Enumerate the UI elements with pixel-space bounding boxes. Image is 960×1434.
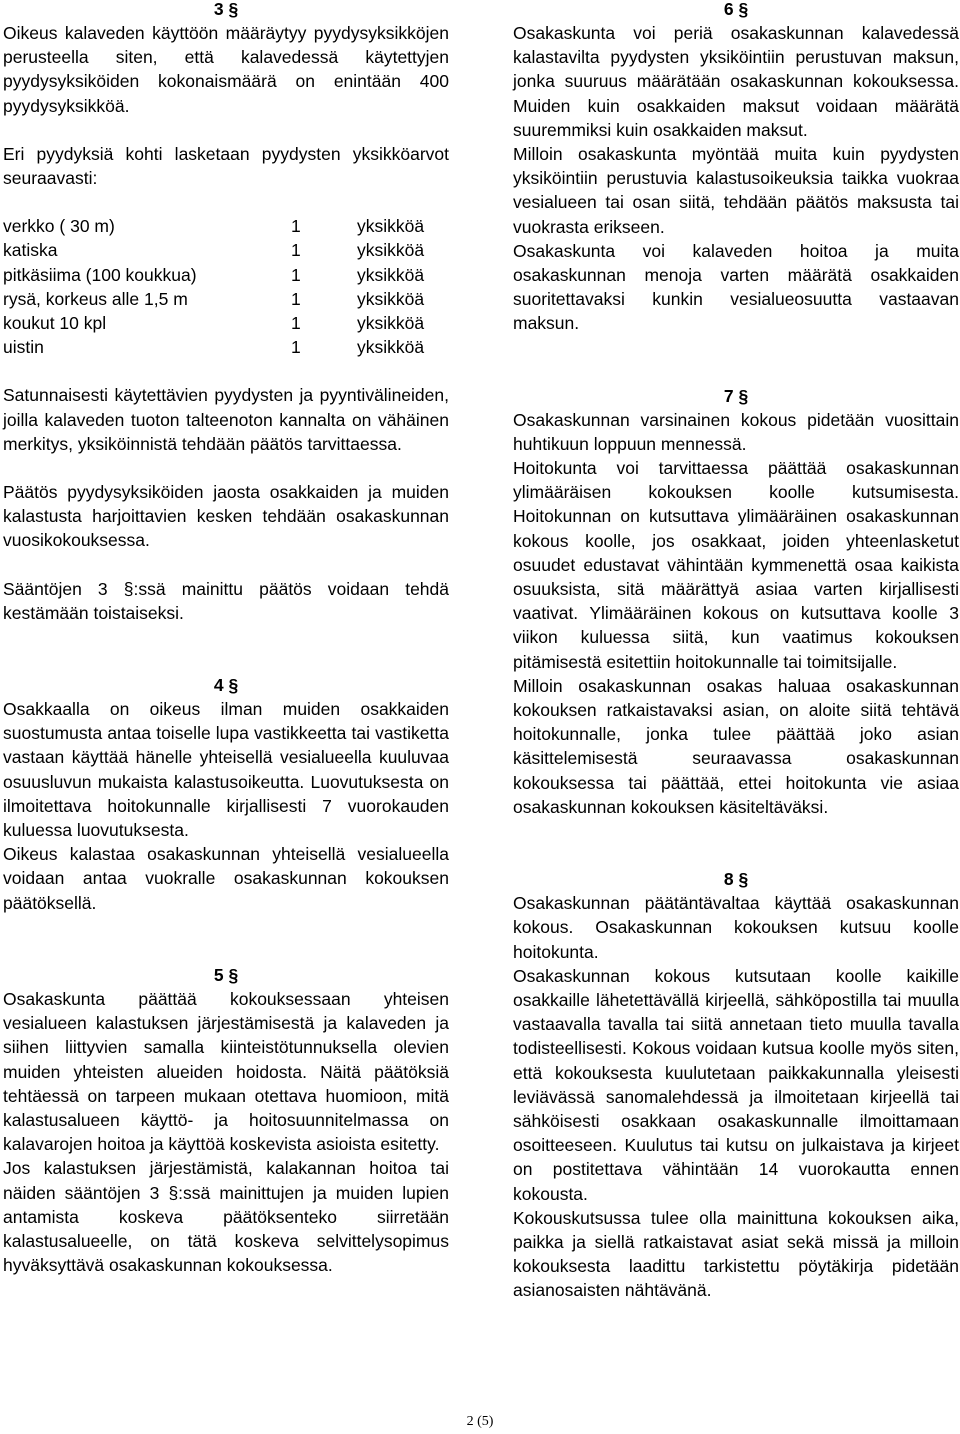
section-3-heading [3, 0, 449, 21]
section-6-paragraph: Milloin osakaskunta myöntää muita kuin pyydysten yksiköintiin perustuvia kalastusoikeuksia taikka vuokraa vesialueen tai osan siitä, tehdään päätös maksusta tai vuokrasta erikseen. [513, 144, 959, 237]
unit-row-unit: yksikköä [357, 288, 425, 309]
unit-row [3, 214, 424, 238]
unit-row-name: rysä, korkeus alle 1,5 m [3, 288, 188, 309]
section-number: 3 [213, 0, 224, 19]
unit-row-name: uistin [3, 337, 44, 358]
unit-row [3, 263, 424, 287]
section-sign: § [228, 964, 239, 985]
unit-row-name: koukut 10 kpl [3, 313, 107, 334]
unit-row [3, 238, 424, 262]
unit-row-qty: 1 [291, 337, 301, 358]
unit-row [3, 335, 424, 359]
left-column [3, 0, 449, 1277]
section-4-paragraph: Oikeus kalastaa osakaskunnan yhteisellä vesialueella voidaan antaa vuokralle osakaskunnan kokouksen päätöksellä. [3, 844, 449, 913]
unit-row-name: pitkäsiima (100 koukkua) [3, 264, 197, 285]
section-8-paragraph: Kokouskutsussa tulee olla mainittuna kokouksen aika, paikka ja siellä ratkaistavat asiat sekä missä ja milloin kokouksesta laadittu tarkistettu pöytäkirja pidetään asianosaisten nähtävänä. [513, 1207, 959, 1301]
section-number: 7 [723, 385, 734, 406]
section-sign: § [228, 675, 239, 696]
section-3-paragraph: Oikeus kalaveden käyttöön määräytyy pyydysyksikköjen perusteella siten, että kalavedessä käytettyjen pyydysyksiköiden kokonaismäärä on enintään 400 pyydysyksikköä. [3, 23, 449, 116]
section-7-paragraph: Osakaskunnan varsinainen kokous pidetään vuosittain huhtikuun loppuun mennessä. [513, 409, 959, 454]
section-sign: § [738, 0, 749, 19]
section-3-paragraph: Satunnaisesti käytettävien pyydysten ja pyyntivälineiden, joilla kalaveden tuoton talteenoton kannalta on vähäinen merkitys, yksiköinnistä tehdään päätös tarvittaessa. [3, 385, 449, 454]
section-7-paragraph: Hoitokunta voi tarvittaessa päättää osakaskunnan ylimääräisen kokouksen koolle kutsumisesta. Hoitokunnan on kutsuttava ylimääräinen osakaskunnan kokous koolle, jos osakkaat, joiden yhteenlasketut osuudet edustavat vähintään kymmenettä osaa kaikista osuuksista, sitä määrättyä asiaa varten kirjallisesti vaativat. Ylimääräinen kokous on kutsuttava koolle 3 viikon kuluessa siitä, kun vaatimus kokouksen pitämisestä esitettiin hoitokunnalle tai toimitsijalle. [513, 458, 959, 672]
unit-row-qty: 1 [291, 216, 301, 237]
section-3-paragraph: Sääntöjen 3 §:ssä mainittu päätös voidaan tehdä kestämään toistaiseksi. [3, 578, 449, 623]
section-number: 4 [213, 675, 224, 696]
section-6-paragraph: Osakaskunta voi kalaveden hoitoa ja muita osakaskunnan menoja varten määrätä osakkaiden suoritettavaksi kunkin vesialueosuutta vastaavan maksun. [513, 240, 959, 334]
unit-row-qty: 1 [291, 313, 301, 334]
section-6-heading [513, 0, 959, 21]
unit-row-name: katiska [3, 240, 58, 261]
unit-values-table [3, 214, 424, 359]
page-number: 2 (5) [466, 1414, 494, 1429]
section-8-paragraph: Osakaskunnan kokous kutsutaan koolle kaikille osakkaille lähetettävällä kirjeellä, sähköpostilla tai muulla vastaavalla tavalla tai siitä annetaan tieto muulla tavalla todisteellisesti. Kokous voidaan kutsua koolle myös siten, että kokouksesta kuulutetaan paikkakunnalla yleisesti leviävässä sanomalehdessä ja ilmoitetaan kirjeellä tai sähköisesti osakkaan osakaskunnalle ilmoittamaan osoitteeseen. Kuulutus tai kutsu on julkaistava ja kirjeet on postitettava vähintään 14 vuorokautta ennen kokousta. [513, 965, 959, 1204]
unit-row-qty: 1 [291, 240, 301, 261]
unit-row [3, 311, 424, 335]
section-4-paragraph: Osakkaalla on oikeus ilman muiden osakkaiden suostumusta antaa toiselle lupa vastikkeetta tai vastiketta vastaan käyttää hänelle yhteisellä vesialueella kuuluvaa osuusluvun mukaista kalastusoikeutta. Luovutuksesta on ilmoitettava hoitokunnalle kirjallisesti 7 vuorokauden kuluessa luovutuksesta. [3, 699, 449, 841]
section-8-heading [513, 867, 959, 891]
section-sign: § [738, 869, 749, 890]
section-4-heading [3, 673, 449, 697]
section-5-paragraph: Osakaskunta päättää kokouksessaan yhteisen vesialueen kalastuksen järjestämisestä ja kalaveden ja siihen liittyvien samalla kiinteistötunnuksella olevien muiden yhteisten alueiden hoidosta. Näitä päätöksiä tehtäessä on tarpeen mukaan otettava huomioon, mitä kalastusalueen käyttö- ja hoitosuunnitelmassa on kalavarojen hoitoa ja käyttöä koskevista asioista esitetty. [3, 988, 449, 1155]
right-column [513, 0, 959, 1303]
unit-row [3, 287, 424, 311]
section-7-heading [513, 384, 959, 408]
section-number: 8 [723, 869, 734, 890]
unit-row-qty: 1 [291, 288, 301, 309]
unit-row-unit: yksikköä [357, 313, 425, 334]
unit-row-qty: 1 [291, 264, 301, 285]
section-sign: § [738, 385, 749, 406]
unit-row-name: verkko ( 30 m) [3, 216, 115, 237]
unit-row-unit: yksikköä [357, 264, 425, 285]
section-7-paragraph: Milloin osakaskunnan osakas haluaa osakaskunnan kokouksen ratkaistavaksi asian, on aloite siitä tehtävä hoitokunnalle, jonka tulee päättää joko asian käsittelemisestä seuraavassa osakaskunnan kokouksessa tai päättää, ettei hoitokunta vie asiaa osakaskunnan kokouksen käsiteltäväksi. [513, 675, 959, 817]
section-3-paragraph: Eri pyydyksiä kohti lasketaan pyydysten yksikköarvot seuraavasti: [3, 143, 449, 189]
section-number: 6 [723, 0, 734, 19]
section-6-paragraph: Osakaskunta voi periä osakaskunnan kalavedessä kalastavilta pyydysten yksiköintiin perustuvan maksun, jonka suuruus määrätään osakaskunnan kokouksessa. Muiden kuin osakkaiden maksut voidaan määrätä suuremmiksi kuin osakkaiden maksut. [513, 23, 959, 140]
section-5-heading [3, 963, 449, 987]
section-sign: § [228, 0, 239, 19]
unit-row-unit: yksikköä [357, 216, 425, 237]
section-number: 5 [213, 964, 224, 985]
section-5-paragraph: Jos kalastuksen järjestämistä, kalakannan hoitoa tai näiden sääntöjen 3 §:ssä mainittujen ja muiden lupien antamista koskeva päätöksenteko siirretään kalastusalueelle, on tätä koskeva selvittelysopimus hyväksyttävä osakaskunnan kokouksessa. [3, 1158, 449, 1276]
unit-row-unit: yksikköä [357, 240, 425, 261]
section-3-paragraph: Päätös pyydysyksiköiden jaosta osakkaiden ja muiden kalastusta harjoittavien kesken tehdään osakaskunnan vuosikokouksessa. [3, 482, 449, 551]
unit-row-unit: yksikköä [357, 337, 425, 358]
section-8-paragraph: Osakaskunnan päätäntävaltaa käyttää osakaskunnan kokous. Osakaskunnan kokouksen kutsuu koolle hoitokunta. [513, 893, 959, 962]
